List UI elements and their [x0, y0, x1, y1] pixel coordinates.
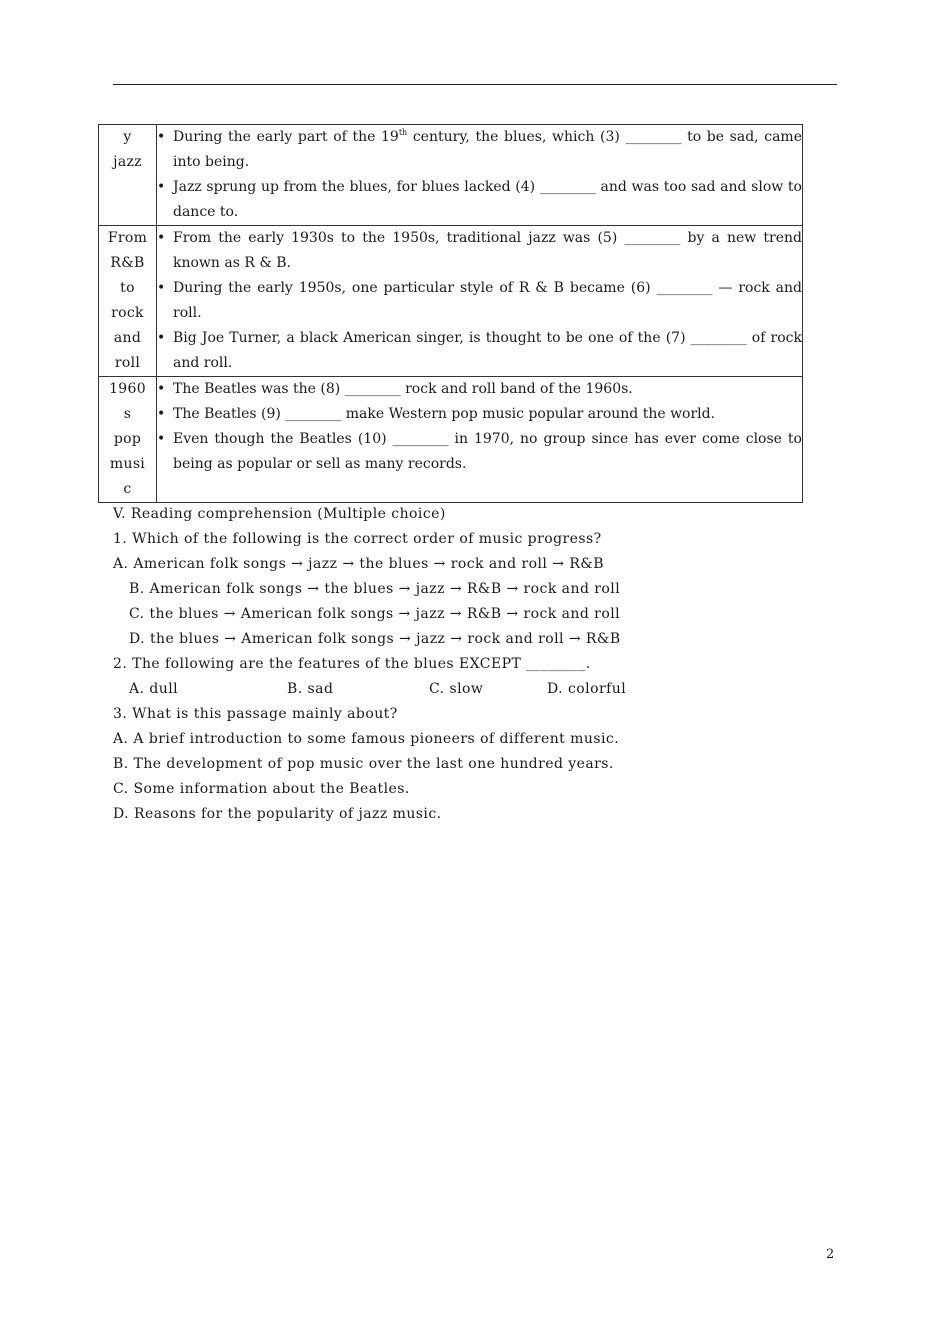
bullet-item — [157, 377, 802, 402]
bullet-item — [157, 402, 802, 427]
option-a: A. American folk songs → jazz → the blues → rock and roll → R&B — [113, 556, 604, 572]
label-line: s — [123, 406, 132, 422]
label-line: and — [113, 330, 142, 346]
label-line: pop — [113, 431, 142, 447]
bullet-item — [157, 125, 802, 175]
table-row — [99, 226, 803, 377]
label-line: y — [123, 129, 132, 145]
bullet-dot: • — [157, 179, 166, 195]
label-line: c — [123, 481, 132, 497]
option-d: D. Reasons for the popularity of jazz music. — [113, 806, 442, 822]
option-c: C. the blues → American folk songs → jazz → R&B → rock and roll — [129, 606, 621, 622]
option-d: D. the blues → American folk songs → jazz → rock and roll → R&B — [129, 631, 621, 647]
option-a: A. A brief introduction to some famous pioneers of different music. — [113, 731, 620, 747]
row-label — [99, 125, 157, 226]
bullet-text: Even though the Beatles (10) ________ in 1970, no group since has ever come close to being as popular or sell as many records. — [173, 431, 802, 472]
questions-section — [113, 502, 813, 827]
bullet-item — [157, 276, 802, 326]
row-content — [157, 377, 803, 503]
page-number: 2 — [826, 1247, 835, 1262]
option-c: C. slow — [429, 681, 484, 697]
row-content — [157, 226, 803, 377]
label-line: rock — [111, 305, 144, 321]
bullet-text: The Beatles (9) ________ make Western pop music popular around the world. — [173, 406, 716, 422]
header-rule — [113, 84, 837, 85]
question-stem: 3. What is this passage mainly about? — [113, 706, 398, 722]
row-label — [99, 377, 157, 503]
bullet-text: From the early 1930s to the 1950s, traditional jazz was (5) ________ by a new trend known as R & B. — [173, 230, 802, 271]
label-line: roll — [114, 355, 141, 371]
section-title: V. Reading comprehension (Multiple choice) — [113, 506, 446, 522]
bullet-text: Big Joe Turner, a black American singer, is thought to be one of the (7) ________ of rock and roll. — [173, 330, 802, 371]
bullet-dot: • — [157, 129, 166, 145]
bullet-item — [157, 427, 802, 477]
options-row — [113, 677, 813, 702]
bullet-item — [157, 326, 802, 376]
bullet-text: Jazz sprung up from the blues, for blues lacked (4) ________ and was too sad and slow to dance to. — [173, 179, 802, 220]
row-label — [99, 226, 157, 377]
option-b: B. The development of pop music over the last one hundred years. — [113, 756, 614, 772]
bullet-dot: • — [157, 381, 166, 397]
label-line: R&B — [110, 255, 145, 271]
bullet-text: The Beatles was the (8) ________ rock and roll band of the 1960s. — [173, 381, 633, 397]
bullet-dot: • — [157, 280, 166, 296]
music-history-table — [98, 124, 803, 503]
bullet-item — [157, 226, 802, 276]
row-content — [157, 125, 803, 226]
bullet-dot: • — [157, 406, 166, 422]
question-stem: 1. Which of the following is the correct order of music progress? — [113, 531, 602, 547]
table-row — [99, 377, 803, 503]
superscript: th — [398, 128, 408, 137]
bullet-dot: • — [157, 330, 166, 346]
option-a: A. dull — [129, 681, 179, 697]
option-c: C. Some information about the Beatles. — [113, 781, 410, 797]
option-d: D. colorful — [547, 681, 627, 697]
question-stem: 2. The following are the features of the blues EXCEPT ________. — [113, 656, 591, 672]
bullet-text: century, the blues, which (3) ________ to be sad, came into being. — [173, 129, 802, 170]
label-line: musi — [109, 456, 146, 472]
bullet-text: During the early part of the 19 — [173, 129, 399, 145]
table-row — [99, 125, 803, 226]
bullet-item — [157, 175, 802, 225]
bullet-text: During the early 1950s, one particular style of R & B became (6) ________ — rock and roll. — [173, 280, 802, 321]
label-line: to — [120, 280, 135, 296]
option-b: B. sad — [287, 681, 334, 697]
option-b: B. American folk songs → the blues → jazz → R&B → rock and roll — [129, 581, 621, 597]
label-line: 1960 — [109, 381, 146, 397]
label-line: jazz — [113, 154, 142, 170]
bullet-dot: • — [157, 431, 166, 447]
bullet-dot: • — [157, 230, 166, 246]
label-line: From — [107, 230, 148, 246]
